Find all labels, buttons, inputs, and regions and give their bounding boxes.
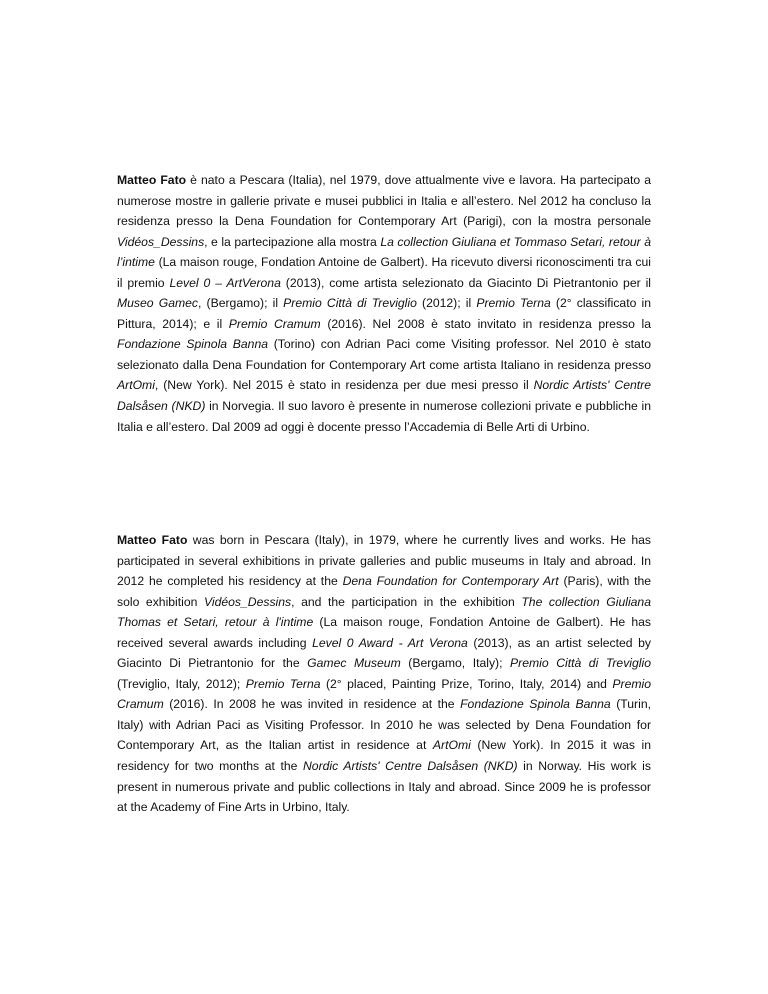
text-span: (2° classificato in Pittura, 2014); e il — [117, 296, 651, 331]
italic-title: Premio Terna — [245, 676, 321, 691]
italic-title: Premio Città di Treviglio — [283, 296, 417, 311]
artist-name: Matteo Fato — [117, 533, 188, 547]
text-span: in Norway. His work is present in numerous private and public collections in Italy and abroad. Since 2009 he is professor at the Academy of Fine Arts in Urbino, Italy. — [117, 759, 651, 815]
italic-title: The collection Giuliana Thomas et Setari, retour à l'intime — [117, 594, 651, 630]
text-span: (2016). In 2008 he was invited in residence at the — [163, 697, 461, 712]
italic-title: Fondazione Spinola Banna — [117, 337, 269, 352]
italic-title: Premio Cramum — [117, 676, 651, 712]
bio-paragraph-italian — [117, 170, 651, 437]
italic-title: Level 0 – ArtVerona — [169, 275, 281, 290]
text-span: (Bergamo, Italy); — [400, 656, 511, 671]
text-span: (2° placed, Painting Prize, Torino, Italy, 2014) and — [320, 676, 613, 691]
text-span: (Paris), with the solo exhibition — [117, 574, 652, 609]
italic-title: Level 0 Award - Art Verona — [312, 635, 468, 650]
text-span: was born in Pescara (Italy), in 1979, where he currently lives and works. He has participated in several exhibitions in private galleries and public museums in Italy and abroad. In 2012 he completed his residency at the — [117, 533, 651, 589]
italic-title: Fondazione Spinola Banna — [460, 697, 611, 712]
text-span: (2012); il — [416, 296, 477, 311]
text-span: (Turin, Italy) with Adrian Paci as Visiting Professor. In 2010 he was selected by Dena Foundation for Contemporary Art, as the Italian artist in residence at — [117, 697, 651, 753]
text-span: (2013), come artista selezionato da Giacinto Di Pietrantonio per il — [280, 275, 651, 290]
italic-title: Premio Terna — [476, 296, 551, 311]
italic-title: Dena Foundation for Contemporary Art — [342, 574, 559, 589]
text-span: (2016). Nel 2008 è stato invitato in residenza presso la — [320, 316, 651, 331]
italic-title: Gamec Museum — [307, 656, 401, 671]
text-span: (La maison rouge, Fondation Antoine de Galbert). He has received several awards including — [117, 615, 651, 650]
italic-title: Vidéos_Dessins — [117, 234, 205, 249]
italic-title: La collection Giuliana et Tommaso Setari, retour à l’intime — [117, 234, 652, 270]
text-span: , (Bergamo); il — [198, 296, 284, 311]
italic-title: ArtOmi — [117, 378, 155, 393]
text-span: (2013), as an artist selected by Giacinto Di Pietrantonio for the — [117, 635, 651, 671]
artist-name: Matteo Fato — [117, 173, 187, 187]
text-span: , and the participation in the exhibition — [291, 594, 522, 609]
italic-title: Nordic Artists' Centre Dalsåsen (NKD) — [303, 759, 518, 774]
text-span: (La maison rouge, Fondation Antoine de Galbert). Ha ricevuto diversi riconoscimenti tra cui il premio — [117, 255, 651, 290]
text-span: , e la partecipazione alla mostra — [204, 234, 381, 249]
italic-title: Vidéos_Dessins — [203, 594, 292, 609]
text-span: (New York). In 2015 it was in residency for two months at the — [117, 738, 651, 774]
italic-title: Nordic Artists' Centre Dalsåsen (NKD) — [117, 378, 651, 414]
italic-title: ArtOmi — [432, 738, 471, 753]
text-span: in Norvegia. Il suo lavoro è presente in numerose collezioni private e pubbliche in Italia e all’estero. Dal 2009 ad oggi è docente presso l’Accademia di Belle Arti di Urbino. — [117, 399, 651, 434]
text-span: (Torino) con Adrian Paci come Visiting professor. Nel 2010 è stato selezionato dalla Dena Foundation for Contemporary Art come artista Italiano in residenza presso — [117, 337, 651, 372]
text-span: , (New York). Nel 2015 è stato in residenza per due mesi presso il — [154, 378, 534, 393]
italic-title: Premio Cramum — [228, 316, 321, 331]
bio-paragraph-english — [117, 530, 651, 818]
text-span: è nato a Pescara (Italia), nel 1979, dove attualmente vive e lavora. Ha partecipato a numerose mostre in gallerie private e musei pubblici in Italia e all’estero. Nel 2012 ha concluso la residenza presso la Dena Foundation for Contemporary Art (Parigi), con la mostra personale — [117, 173, 651, 229]
italic-title: Museo Gamec — [117, 296, 198, 311]
italic-title: Premio Città di Treviglio — [510, 656, 651, 671]
text-span: (Treviglio, Italy, 2012); — [117, 676, 246, 691]
